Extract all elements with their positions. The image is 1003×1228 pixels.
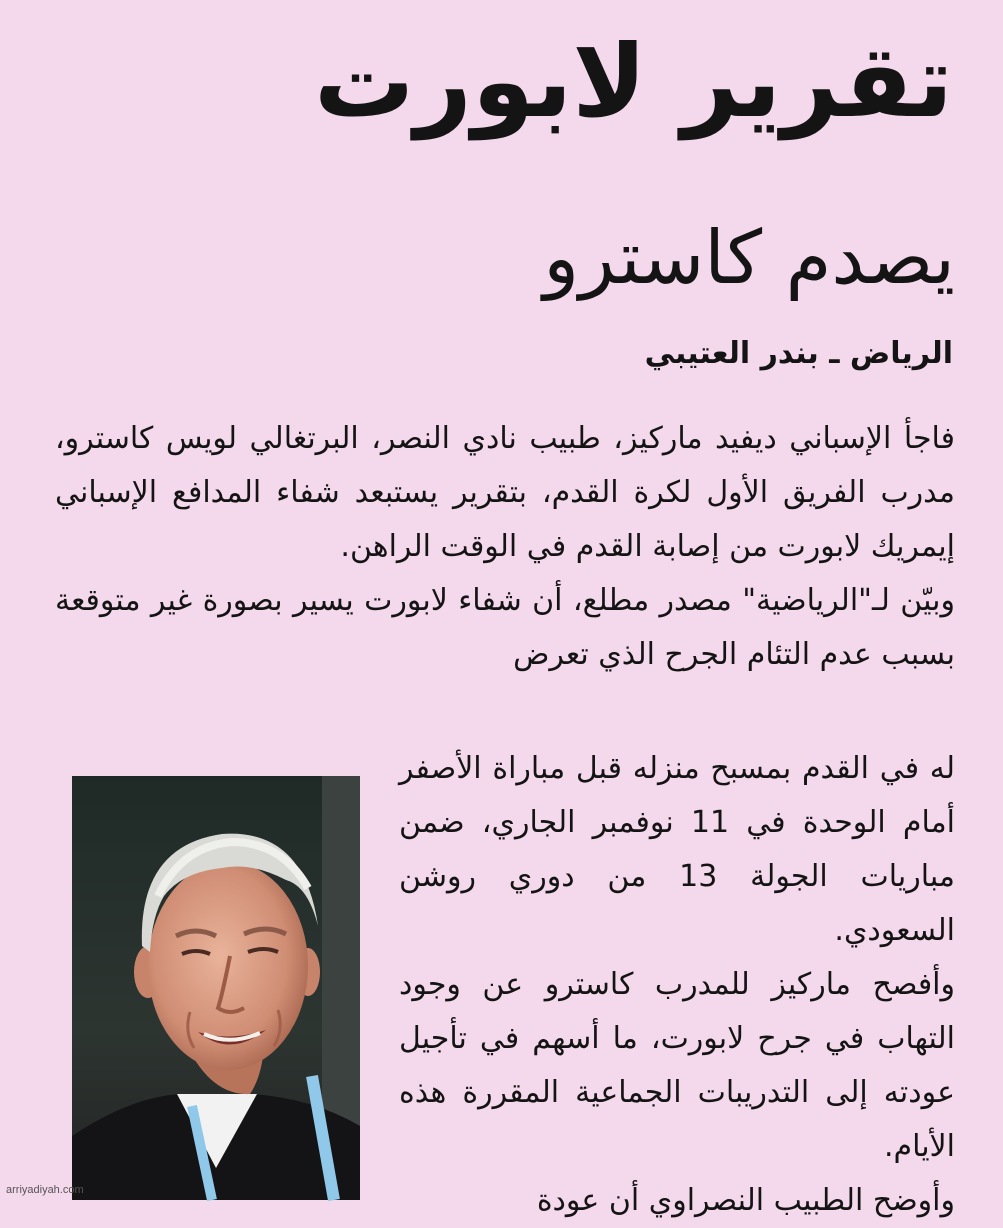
site-watermark: arriyadiyah.com (6, 1184, 84, 1196)
byline: الرياض ـ بندر العتيبي (644, 336, 953, 371)
headline-line-2: يصدم كاسترو (543, 215, 955, 301)
article-body-bottom (399, 742, 955, 1218)
paragraph-3: له في القدم بمسبح منزله قبل مباراة الأصفر أمام الوحدة في 11 نوفمبر الجاري، ضمن مباريات الجولة 13 من دوري روشن السعودي. (399, 751, 955, 948)
coach-photo (72, 776, 360, 1200)
headline-line-1: تقرير لابورت (313, 23, 953, 140)
portrait-image (72, 776, 360, 1200)
paragraph-2: وبيّن لـ"الرياضية" مصدر مطلع، أن شفاء لابورت يسير بصورة غير متوقعة بسبب عدم التئام الجرح الذي تعرض (55, 583, 955, 672)
paragraph-5: وأوضح الطبيب النصراوي أن عودة (536, 1183, 955, 1218)
article-body-top (55, 412, 955, 682)
paragraph-4: وأفصح ماركيز للمدرب كاسترو عن وجود التهاب في جرح لابورت، ما أسهم في تأجيل عودته إلى التدريبات الجماعية المقررة هذه الأيام. (399, 967, 955, 1164)
paragraph-1: فاجأ الإسباني ديفيد ماركيز، طبيب نادي النصر، البرتغالي لويس كاسترو، مدرب الفريق الأول لكرة القدم، بتقرير يستبعد شفاء المدافع الإسباني إيمريك لابورت من إصابة القدم في الوقت الراهن. (55, 421, 955, 564)
